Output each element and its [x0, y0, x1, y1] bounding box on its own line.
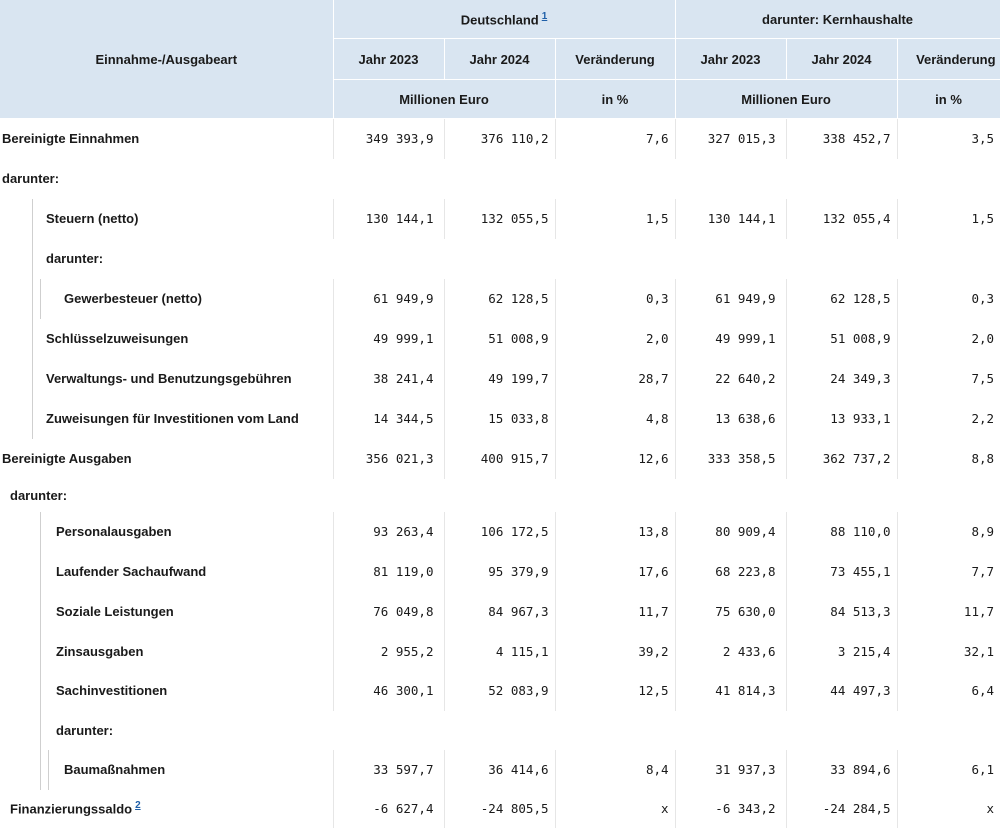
row-label: [0, 632, 333, 671]
row-label-text: darunter:: [2, 171, 60, 186]
unit-header-money: Millionen Euro: [333, 80, 555, 119]
value-cell: [555, 479, 675, 512]
value-cell: 2,2: [897, 399, 1000, 439]
value-cell: 8,8: [897, 439, 1000, 479]
table-row: [0, 159, 1000, 199]
value-cell: [555, 239, 675, 279]
table-row: [0, 319, 1000, 359]
value-cell: 73 455,1: [786, 552, 897, 592]
value-cell: 15 033,8: [444, 399, 555, 439]
value-cell: 132 055,5: [444, 199, 555, 239]
row-label: [0, 359, 333, 399]
row-label: [0, 750, 333, 790]
value-cell: [444, 159, 555, 199]
row-label-text: darunter:: [56, 722, 114, 738]
value-cell: 3 215,4: [786, 632, 897, 671]
value-cell: 24 349,3: [786, 359, 897, 399]
value-cell: 32,1: [897, 632, 1000, 671]
value-cell: 2 433,6: [675, 632, 786, 671]
value-cell: [786, 159, 897, 199]
value-cell: [675, 479, 786, 512]
row-label: [0, 439, 333, 479]
unit-header-money: Millionen Euro: [675, 80, 897, 119]
value-cell: 12,6: [555, 439, 675, 479]
row-label-text: darunter:: [10, 487, 68, 503]
value-cell: 349 393,9: [333, 119, 444, 159]
value-cell: 327 015,3: [675, 119, 786, 159]
table-row: [0, 439, 1000, 479]
col-header-change: Veränderung: [897, 39, 1000, 80]
value-cell: -24 284,5: [786, 790, 897, 828]
value-cell: 1,5: [897, 199, 1000, 239]
indent-guide: [32, 279, 33, 319]
value-cell: [333, 479, 444, 512]
table-row: [0, 592, 1000, 632]
value-cell: 14 344,5: [333, 399, 444, 439]
value-cell: 31 937,3: [675, 750, 786, 790]
value-cell: 49 999,1: [675, 319, 786, 359]
value-cell: 3,5: [897, 119, 1000, 159]
value-cell: 61 949,9: [675, 279, 786, 319]
indent-guide: [40, 671, 41, 711]
row-label-text: Finanzierungssaldo: [10, 801, 133, 817]
value-cell: 28,7: [555, 359, 675, 399]
table-row: [0, 359, 1000, 399]
value-cell: 75 630,0: [675, 592, 786, 632]
row-label: [0, 671, 333, 711]
value-cell: 52 083,9: [444, 671, 555, 711]
value-cell: 22 640,2: [675, 359, 786, 399]
table-row: [0, 399, 1000, 439]
value-cell: [444, 479, 555, 512]
value-cell: [897, 479, 1000, 512]
value-cell: [786, 239, 897, 279]
value-cell: 39,2: [555, 632, 675, 671]
indent-guide: [40, 592, 41, 632]
value-cell: 0,3: [555, 279, 675, 319]
value-cell: 2,0: [555, 319, 675, 359]
value-cell: 13 933,1: [786, 399, 897, 439]
value-cell: -6 343,2: [675, 790, 786, 828]
row-label-text: Bereinigte Ausgaben: [2, 451, 132, 466]
value-cell: [675, 159, 786, 199]
table-row: [0, 750, 1000, 790]
value-cell: 7,5: [897, 359, 1000, 399]
row-label: [0, 790, 333, 828]
value-cell: 4 115,1: [444, 632, 555, 671]
value-cell: 62 128,5: [786, 279, 897, 319]
col-header-change: Veränderung: [555, 39, 675, 80]
row-label: [0, 552, 333, 592]
value-cell: 51 008,9: [786, 319, 897, 359]
value-cell: [444, 239, 555, 279]
indent-guide: [40, 279, 41, 319]
value-cell: [675, 711, 786, 750]
value-cell: [786, 711, 897, 750]
value-cell: x: [897, 790, 1000, 828]
row-label: [0, 119, 333, 159]
table-row: [0, 479, 1000, 512]
value-cell: [555, 711, 675, 750]
indent-guide: [32, 399, 33, 439]
value-cell: [333, 159, 444, 199]
row-label: [0, 199, 333, 239]
value-cell: 7,6: [555, 119, 675, 159]
value-cell: 4,8: [555, 399, 675, 439]
value-cell: 84 967,3: [444, 592, 555, 632]
value-cell: 93 263,4: [333, 512, 444, 552]
unit-header-percent: in %: [897, 80, 1000, 119]
value-cell: 0,3: [897, 279, 1000, 319]
row-label: [0, 399, 333, 439]
value-cell: 12,5: [555, 671, 675, 711]
indent-guide: [32, 319, 33, 359]
value-cell: 376 110,2: [444, 119, 555, 159]
value-cell: 51 008,9: [444, 319, 555, 359]
value-cell: 8,9: [897, 512, 1000, 552]
footnote-link-1[interactable]: 1: [541, 10, 548, 22]
table-row: [0, 671, 1000, 711]
indent-guide: [48, 750, 49, 790]
indent-guide: [40, 750, 41, 790]
value-cell: 46 300,1: [333, 671, 444, 711]
row-label-text: Zinsausgaben: [56, 643, 144, 659]
row-label: [0, 319, 333, 359]
value-cell: 95 379,9: [444, 552, 555, 592]
table-row: [0, 119, 1000, 159]
value-cell: [786, 479, 897, 512]
row-label: [0, 159, 333, 199]
value-cell: 106 172,5: [444, 512, 555, 552]
value-cell: 6,4: [897, 671, 1000, 711]
table-row: [0, 632, 1000, 671]
value-cell: 68 223,8: [675, 552, 786, 592]
row-label-text: Sachinvestitionen: [56, 683, 168, 698]
value-cell: [897, 711, 1000, 750]
value-cell: x: [555, 790, 675, 828]
row-label-text: Baumaßnahmen: [64, 762, 166, 777]
value-cell: 88 110,0: [786, 512, 897, 552]
value-cell: 62 128,5: [444, 279, 555, 319]
table-row: [0, 199, 1000, 239]
value-cell: 44 497,3: [786, 671, 897, 711]
value-cell: 362 737,2: [786, 439, 897, 479]
table-row: [0, 512, 1000, 552]
row-label-text: Schlüsselzuweisungen: [46, 331, 189, 346]
value-cell: 338 452,7: [786, 119, 897, 159]
value-cell: 61 949,9: [333, 279, 444, 319]
value-cell: 49 999,1: [333, 319, 444, 359]
group-header-deutschland: Deutschland $^1$: [333, 0, 675, 39]
value-cell: 38 241,4: [333, 359, 444, 399]
value-cell: 76 049,8: [333, 592, 444, 632]
value-cell: 80 909,4: [675, 512, 786, 552]
value-cell: [444, 711, 555, 750]
row-label-text: Steuern (netto): [46, 211, 139, 226]
value-cell: 356 021,3: [333, 439, 444, 479]
value-cell: [897, 239, 1000, 279]
row-label-text: Verwaltungs- und Benutzungsgebühren: [46, 371, 292, 386]
value-cell: 6,1: [897, 750, 1000, 790]
indent-guide: [40, 512, 41, 552]
value-cell: 1,5: [555, 199, 675, 239]
value-cell: [555, 159, 675, 199]
value-cell: 41 814,3: [675, 671, 786, 711]
value-cell: 81 119,0: [333, 552, 444, 592]
value-cell: 49 199,7: [444, 359, 555, 399]
indent-guide: [32, 199, 33, 239]
row-label-text: Soziale Leistungen: [56, 604, 174, 619]
value-cell: 84 513,3: [786, 592, 897, 632]
table-row: [0, 711, 1000, 750]
value-cell: [333, 711, 444, 750]
col-header-year-2023: Jahr 2023: [333, 39, 444, 80]
value-cell: 17,6: [555, 552, 675, 592]
value-cell: 333 358,5: [675, 439, 786, 479]
indent-guide: [32, 359, 33, 399]
group-header-kernhaushalte: darunter: Kernhaushalte: [675, 0, 1000, 39]
value-cell: 130 144,1: [675, 199, 786, 239]
table-row: [0, 239, 1000, 279]
table-row: [0, 279, 1000, 319]
value-cell: 400 915,7: [444, 439, 555, 479]
value-cell: 11,7: [897, 592, 1000, 632]
value-cell: 7,7: [897, 552, 1000, 592]
value-cell: [675, 239, 786, 279]
col-header-year-2024: Jahr 2024: [786, 39, 897, 80]
indent-guide: [40, 552, 41, 592]
row-label: [0, 279, 333, 319]
indent-guide: [40, 711, 41, 750]
col-header-year-2023: Jahr 2023: [675, 39, 786, 80]
table-row: [0, 790, 1000, 828]
row-label-header: Einnahme-/Ausgabeart: [0, 0, 333, 119]
row-label: [0, 711, 333, 750]
row-label-text: Personalausgaben: [56, 524, 172, 539]
value-cell: -24 805,5: [444, 790, 555, 828]
row-label-text: Zuweisungen für Investitionen vom Land: [46, 411, 299, 426]
unit-header-percent: in %: [555, 80, 675, 119]
value-cell: 8,4: [555, 750, 675, 790]
value-cell: 11,7: [555, 592, 675, 632]
row-label: [0, 479, 333, 512]
value-cell: 13 638,6: [675, 399, 786, 439]
value-cell: -6 627,4: [333, 790, 444, 828]
indent-guide: [32, 239, 33, 279]
indent-guide: [40, 632, 41, 671]
value-cell: [897, 159, 1000, 199]
row-label: [0, 592, 333, 632]
value-cell: 36 414,6: [444, 750, 555, 790]
row-label-text: darunter:: [46, 251, 104, 266]
value-cell: 2 955,2: [333, 632, 444, 671]
row-label-text: Bereinigte Einnahmen: [2, 131, 140, 147]
footnote-link-2[interactable]: 2: [135, 800, 141, 812]
value-cell: 2,0: [897, 319, 1000, 359]
row-label: [0, 512, 333, 552]
row-label-text: Gewerbesteuer (netto): [64, 291, 202, 306]
row-label: [0, 239, 333, 279]
value-cell: 33 597,7: [333, 750, 444, 790]
value-cell: [333, 239, 444, 279]
value-cell: 130 144,1: [333, 199, 444, 239]
table-row: [0, 552, 1000, 592]
value-cell: 33 894,6: [786, 750, 897, 790]
value-cell: 13,8: [555, 512, 675, 552]
value-cell: 132 055,4: [786, 199, 897, 239]
col-header-year-2024: Jahr 2024: [444, 39, 555, 80]
row-label-text: Laufender Sachaufwand: [56, 564, 207, 579]
